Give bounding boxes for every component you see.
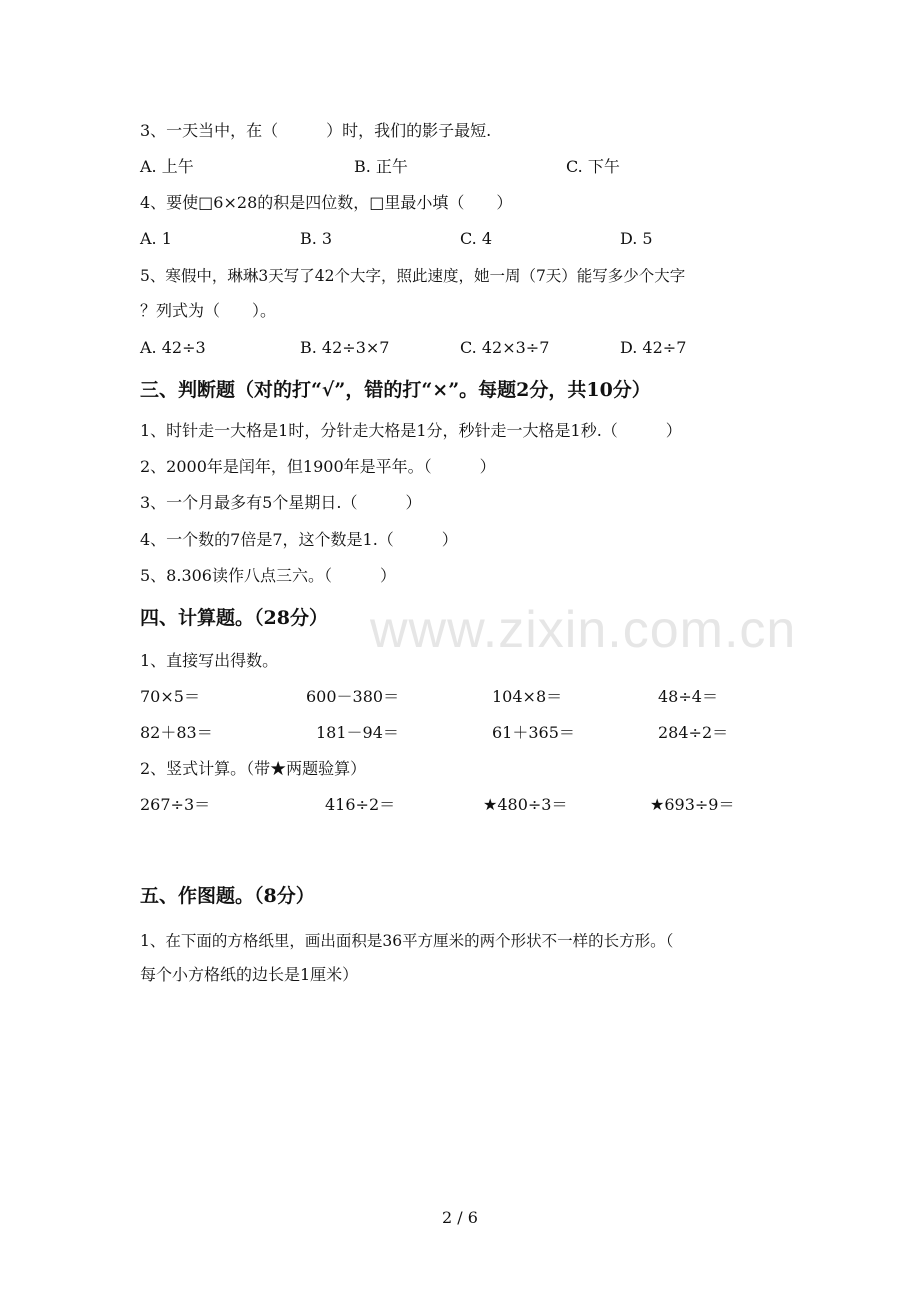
section4-sub2: 2、竖式计算。（带★两题验算） — [140, 759, 367, 778]
section3-item-1: 1、时针走一大格是1时，分针走大格是1分，秒针走一大格是1秒.（ ） — [140, 421, 682, 440]
section3-item-4: 4、一个数的7倍是7，这个数是1.（ ） — [140, 530, 458, 549]
calc-r2-c3: 61＋365＝ — [492, 723, 575, 742]
q5-option-b: B. 42÷3×7 — [300, 338, 390, 357]
calc-r2-c2: 181－94＝ — [316, 723, 399, 742]
calc-r3-c3: ★480÷3＝ — [483, 795, 568, 814]
calc-r3-c2: 416÷2＝ — [325, 795, 396, 814]
calc-r2-c4: 284÷2＝ — [658, 723, 729, 742]
q5-stem-line2: ？列式为（ ）。 — [140, 301, 277, 320]
section5-item-line2: 每个小方格纸的边长是1厘米） — [140, 965, 359, 984]
calc-r1-c2: 600－380＝ — [306, 687, 400, 706]
calc-r1-c4: 48÷4＝ — [658, 687, 718, 706]
watermark: www.zixin.com.cn — [370, 601, 797, 659]
section3-item-5: 5、8.306读作八点三六。（ ） — [140, 566, 396, 585]
section5-title: 五、作图题。（8分） — [140, 885, 315, 907]
section4-title: 四、计算题。（28分） — [140, 607, 328, 629]
calc-r3-c1: 267÷3＝ — [140, 795, 211, 814]
q4-option-d: D. 5 — [620, 229, 653, 248]
section3-title: 三、判断题（对的打“√”，错的打“×”。每题2分，共10分） — [140, 379, 651, 401]
q5-option-d: D. 42÷7 — [620, 338, 687, 357]
q4-option-a: A. 1 — [140, 229, 172, 248]
calc-r1-c1: 70×5＝ — [140, 687, 200, 706]
section3-item-2: 2、2000年是闰年，但1900年是平年。（ ） — [140, 457, 496, 476]
q3-option-b: B. 正午 — [354, 157, 408, 176]
q3-option-c: C. 下午 — [566, 157, 620, 176]
q4-option-b: B. 3 — [300, 229, 333, 248]
page-number: 2 / 6 — [442, 1208, 478, 1227]
q5-option-a: A. 42÷3 — [140, 338, 206, 357]
q3-option-a: A. 上午 — [140, 157, 194, 176]
section5-item-line1: 1、在下面的方格纸里，画出面积是36平方厘米的两个形状不一样的长方形。（ — [140, 932, 674, 950]
q4-option-c: C. 4 — [460, 229, 493, 248]
q4-stem: 4、要使□6×28的积是四位数，□里最小填（ ） — [140, 193, 513, 212]
q5-option-c: C. 42×3÷7 — [460, 338, 550, 357]
calc-r1-c3: 104×8＝ — [492, 687, 563, 706]
section3-item-3: 3、一个月最多有5个星期日.（ ） — [140, 493, 422, 512]
section4-sub1: 1、直接写出得数。 — [140, 651, 279, 670]
calc-r2-c1: 82＋83＝ — [140, 723, 213, 742]
q5-stem-line1: 5、寒假中，琳琳3天写了42个大字，照此速度，她一周（7天）能写多少个大字 — [140, 267, 686, 285]
q3-stem: 3、一天当中，在（ ）时，我们的影子最短. — [140, 121, 492, 140]
calc-r3-c4: ★693÷9＝ — [650, 795, 735, 814]
